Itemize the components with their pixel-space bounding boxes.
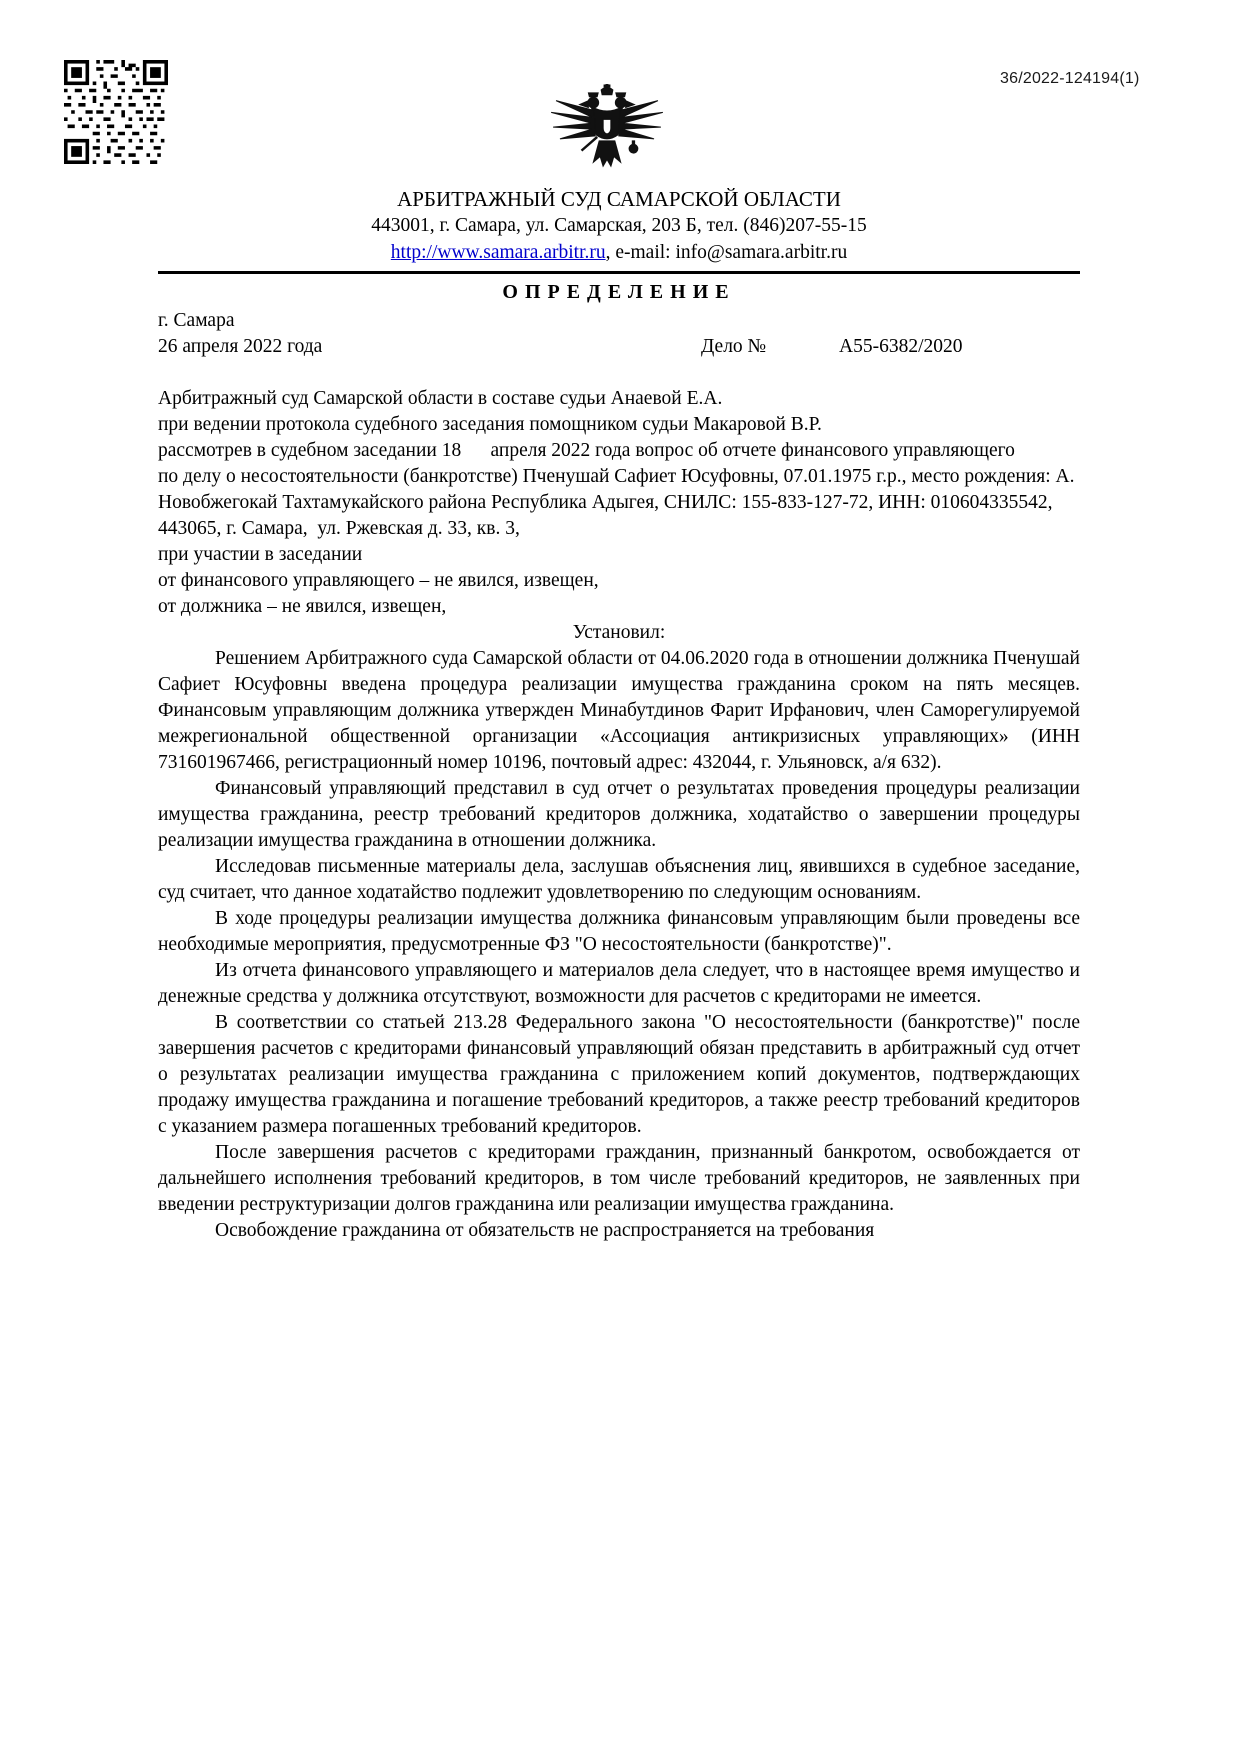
qr-code-graphic: [64, 60, 168, 164]
resolution-heading: Установил:: [572, 622, 666, 643]
decision-date: 26 апреля 2022 года: [158, 336, 323, 357]
body-paragraph: В ходе процедуры реализации имущества должника финансовым управляющим были проведены все необходимые мероприятия, предусмотренные ФЗ "О несостоятельности (банкротстве)".: [158, 908, 1080, 955]
preamble-debtor-line: по делу о несостоятельности (банкротстве) Пченушай Сафиет Юсуфовны, 07.01.1975 г.р., место рождения: А. Новобжегокай Тахтамукайского района Республика Адыгея, СНИЛС: 155-833-127-72, ИНН: 010604335542, 443065, г. Самара, ул. Ржевская д. 33, кв. 3,: [158, 466, 1080, 539]
body-paragraph: Из отчета финансового управляющего и материалов дела следует, что в настоящее время имущество и денежные средства у должника отсутствуют, возможности для расчетов с кредиторами не имеется.: [158, 960, 1080, 1007]
body-paragraph: Решением Арбитражного суда Самарской области от 04.06.2020 года в отношении должника Пченушай Сафиет Юсуфовны введена процедура реализации имущества гражданина сроком на пять месяцев. Финансовым управляющим должника утвержден Минабутдинов Фарит Ирфанович, член Саморегулируемой межрегиональной общественной организации «Ассоциация антикризисных управляющих» (ИНН 731601967466, регистрационный номер 10196, почтовый адрес: 432044, г. Ульяновск, а/я 632).: [158, 648, 1080, 773]
spacer: [158, 360, 1080, 386]
qr-code-icon: [64, 60, 168, 164]
court-name: АРБИТРАЖНЫЙ СУД САМАРСКОЙ ОБЛАСТИ: [397, 187, 841, 211]
case-number: А55-6382/2020: [839, 336, 963, 357]
preamble-hearing-line: рассмотрев в судебном заседании 18 апреля 2022 года вопрос об отчете финансового управляющего: [158, 440, 1015, 461]
case-number-label: Дело №: [701, 336, 767, 357]
body-paragraph: Финансовый управляющий представил в суд отчет о результатах проведения процедуры реализации имущества гражданина, реестр требований кредиторов должника, ходатайство о завершении процедуры реализации имущества гражданина в отношении должника.: [158, 778, 1080, 851]
document-title: ОПРЕДЕЛЕНИЕ: [502, 281, 736, 303]
body-paragraph: После завершения расчетов с кредиторами гражданин, признанный банкротом, освобождается от дальнейшего исполнения требований кредиторов, в том числе требований кредиторов, не заявленных при введении реструктуризации долгов гражданина или реализации имущества гражданина.: [158, 1142, 1080, 1215]
court-contacts: [158, 239, 1080, 266]
body-paragraph: Исследовав письменные материалы дела, заслушав объяснения лиц, явившихся в судебное заседание, суд считает, что данное ходатайство подлежит удовлетворению по следующим основаниям.: [158, 856, 1080, 903]
preamble-fin-manager-line: от финансового управляющего – не явился, извещен,: [158, 570, 599, 591]
court-header: [158, 186, 1080, 274]
body-paragraph: В соответствии со статьей 213.28 Федерального закона "О несостоятельности (банкротстве)" после завершения расчетов с кредиторами финансовый управляющий обязан представить в арбитражный суд отчет о результатах реализации имущества гражданина с приложением копий документов, подтверждающих продажу имущества гражданина и погашение требований кредиторов, а также реестр требований кредиторов с указанием размера погашенных требований кредиторов.: [158, 1012, 1080, 1137]
court-address: 443001, г. Самара, ул. Самарская, 203 Б, тел. (846)207-55-15: [371, 215, 867, 236]
preamble-clerk-line: при ведении протокола судебного заседания помощником судьи Макаровой В.Р.: [158, 414, 822, 435]
court-email: , e-mail: info@samara.arbitr.ru: [605, 242, 848, 263]
date-case-row: [158, 334, 1080, 360]
court-website-link[interactable]: http://www.samara.arbitr.ru: [390, 242, 606, 263]
preamble-debtor-absent-line: от должника – не явился, извещен,: [158, 596, 447, 617]
preamble-attendance-line: при участии в заседании: [158, 544, 363, 565]
body-paragraph: Освобождение гражданина от обязательств не распространяется на требования: [215, 1220, 875, 1241]
doc-number: 36/2022-124194(1): [1000, 70, 1140, 87]
document-content: [158, 0, 1080, 1244]
preamble-judge-line: Арбитражный суд Самарской области в составе судьи Анаевой Е.А.: [158, 388, 723, 409]
city-line: г. Самара: [158, 310, 235, 331]
